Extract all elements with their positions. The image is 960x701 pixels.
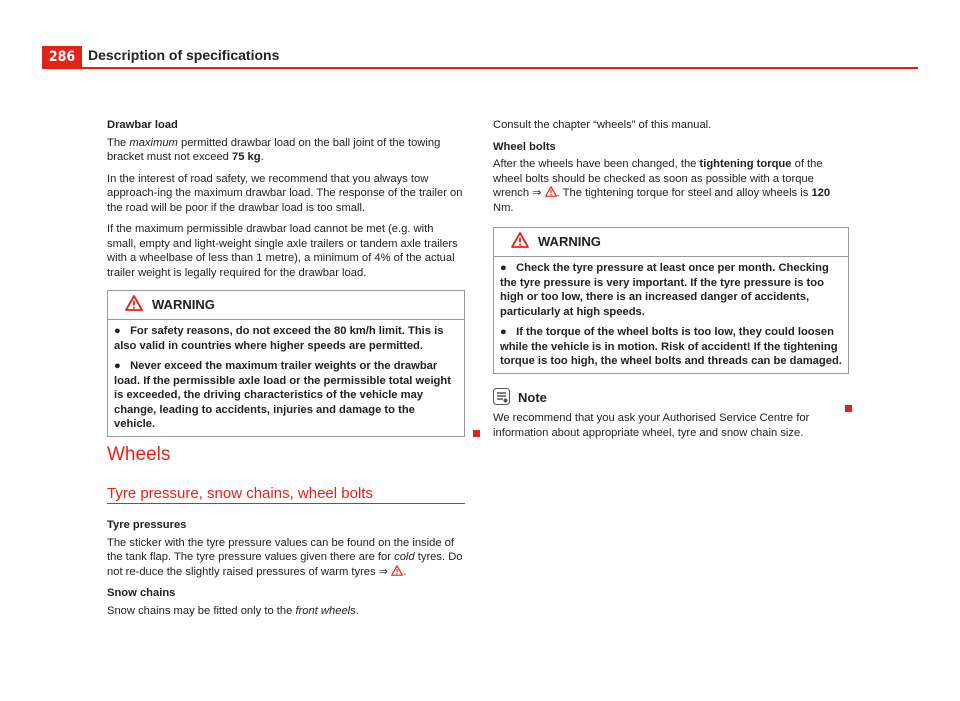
warning-item: ● Check the tyre pressure at least once per month. Checking the tyre pressure is very important. If the tyre pressure is too high or too low, there is an increased danger of accidents, particularly at high speeds.	[500, 262, 829, 318]
note-text: We recommend that you ask your Authorised Service Centre for information about appropriate wheel, tyre and snow chain size.	[493, 412, 810, 439]
snow-chains-title: Snow chains	[107, 587, 176, 599]
warning-item: ● Never exceed the maximum trailer weights or the drawbar load. If the permissible axle load or the permissible total weight is exceeded, the driving characteristics of the vehicle may change, leading to accidents, injuries and damage to the vehicle.	[114, 360, 451, 430]
arrow-icon: ⇒	[378, 565, 389, 578]
drawbar-paragraph-2: In the interest of road safety, we recommend that you always tow approach-ing the maximum drawbar load. The response of the trailer on the road will be poor if the drawbar load is too small.	[107, 172, 463, 214]
text-fragment: . The tightening torque for steel and alloy wheels is	[556, 187, 812, 199]
warning-item: ● For safety reasons, do not exceed the 80 km/h limit. This is also valid in countries where higher speeds are permitted.	[114, 325, 444, 352]
warning-item: ● If the torque of the wheel bolts is too low, they could loosen while the vehicle is in motion. Risk of accident! If the tightening torque is too high, the wheel bolts and threads can be damaged.	[500, 326, 842, 367]
right-column	[493, 118, 849, 440]
tyre-pressures-paragraph	[107, 536, 465, 580]
drawbar-paragraph-1	[107, 136, 465, 165]
text-fragment: .	[355, 604, 359, 617]
warning-header	[494, 228, 848, 257]
warning-reference[interactable]	[379, 566, 403, 578]
text-fragment: of the wheel bolts should be checked as soon as possible with a torque wrench	[493, 158, 823, 199]
snow-chains-paragraph	[107, 604, 465, 619]
emphasis-cold: cold	[394, 551, 415, 563]
warning-item-text: If the torque of the wheel bolts is too low, they could loosen while the vehicle is in motion. Risk of accident! If the tightening torque is too high, the wheel bolts and threads can be damaged.	[500, 326, 842, 367]
text-fragment: Snow chains may be fitted only to the	[107, 604, 296, 617]
warning-box-drawbar	[107, 290, 465, 437]
warning-body	[494, 257, 848, 373]
text-fragment: tyres. Do not re-duce the slightly raised pressures of warm tyres	[107, 551, 463, 578]
text-fragment: Nm.	[493, 201, 514, 214]
page-number: 286	[42, 46, 82, 68]
emphasis-front-wheels: front wheels	[295, 604, 356, 617]
warning-triangle-icon	[545, 186, 557, 197]
warning-triangle-icon	[511, 232, 529, 253]
text-fragment: .	[260, 151, 264, 163]
text-fragment: .	[403, 565, 407, 578]
drawbar-load-value: 75 kg	[232, 151, 261, 163]
warning-triangle-icon	[391, 565, 403, 576]
text-fragment: The	[107, 136, 130, 149]
emphasis-tightening-torque: tightening torque	[699, 158, 792, 170]
warning-item-text: For safety reasons, do not exceed the 80 km/h limit. This is also valid in countries where higher speeds are permitted.	[114, 325, 444, 352]
section-end-marker	[845, 405, 852, 412]
section-heading-wheels: Wheels	[107, 444, 171, 465]
wheel-bolts-paragraph	[493, 157, 849, 215]
left-column	[107, 118, 465, 437]
header-rule	[42, 67, 918, 69]
drawbar-load-title: Drawbar load	[107, 119, 178, 131]
text-fragment: permitted drawbar load on the ball joint of the towing bracket must not exceed	[107, 136, 441, 163]
warning-triangle-icon	[125, 295, 143, 316]
section-end-marker	[473, 430, 480, 437]
arrow-icon: ⇒	[532, 187, 542, 199]
warning-item-text: Check the tyre pressure at least once per month. Checking the tyre pressure is very important. If the tyre pressure is too high or too low, there is an increased danger of accidents, particularly at high speeds.	[500, 262, 829, 318]
drawbar-paragraph-3: If the maximum permissible drawbar load cannot be met (e.g. with small, empty and light-weight single axle trailers or tandem axle trailers with a wheelbase of less than 1 metre), a minimum of 4% of the actual trailer weight is legally required for the drawbar load.	[107, 223, 458, 279]
warning-header	[108, 291, 464, 320]
emphasis-maximum: maximum	[129, 136, 178, 149]
note-icon	[493, 388, 510, 410]
torque-value: 120	[811, 187, 831, 199]
tyre-pressures-title: Tyre pressures	[107, 519, 187, 531]
note-label: Note	[518, 390, 547, 405]
warning-label: WARNING	[152, 296, 215, 312]
warning-label: WARNING	[538, 233, 601, 249]
warning-item-text: Never exceed the maximum trailer weights or the drawbar load. If the permissible axle load or the permissible total weight is exceeded, the driving characteristics of the vehicle may change, leading to accidents, injuries and damage to the vehicle.	[114, 360, 451, 430]
warning-reference[interactable]	[532, 187, 556, 199]
wheel-bolts-title: Wheel bolts	[493, 140, 556, 153]
subsection-heading: Tyre pressure, snow chains, wheel bolts	[107, 485, 373, 502]
wheels-column	[107, 518, 465, 625]
text-fragment: The sticker with the tyre pressure values can be found on the inside of the tank flap. The tyre pressure values given there are for	[107, 536, 455, 563]
subsection-rule	[107, 503, 465, 504]
note-header	[493, 388, 849, 410]
text-fragment: After the wheels have been changed, the	[493, 158, 700, 170]
consult-paragraph: Consult the chapter “wheels” of this manual.	[493, 119, 712, 131]
warning-body	[108, 320, 464, 436]
warning-box-tyres	[493, 227, 849, 374]
page-header-title: Description of specifications	[88, 47, 280, 63]
